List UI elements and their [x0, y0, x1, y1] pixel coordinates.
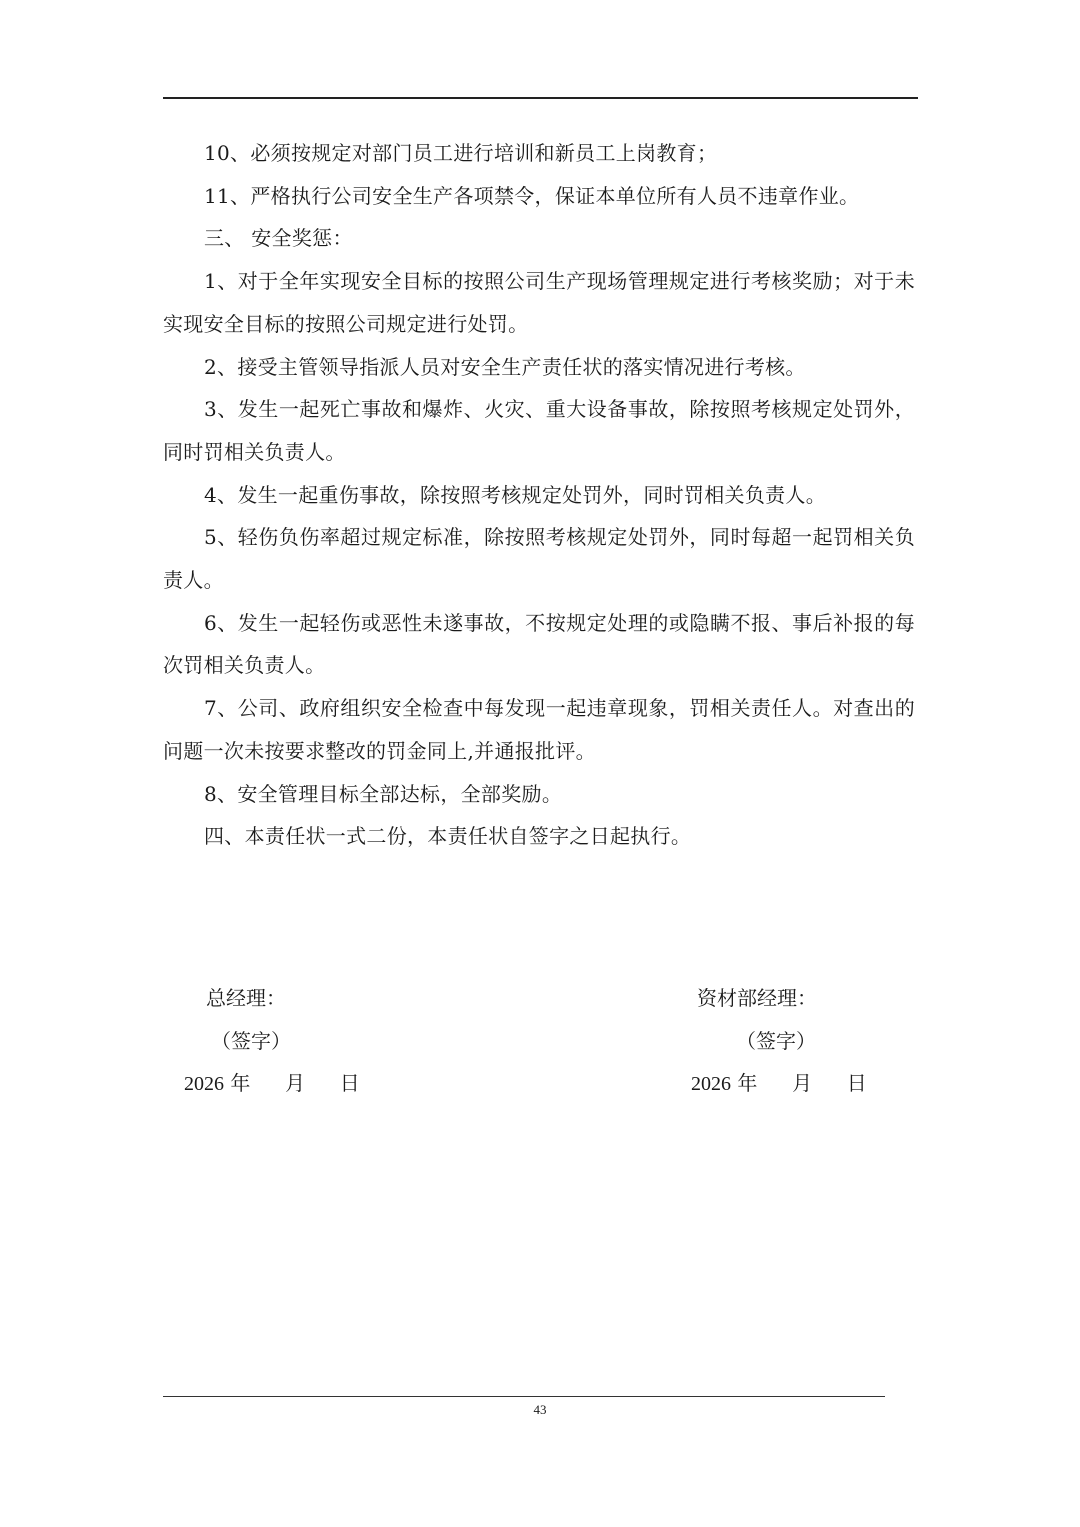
reward-item-4: 4、发生一起重伤事故，除按照考核规定处罚外，同时罚相关负责人。	[204, 482, 827, 507]
paragraph-11: 11、严格执行公司安全生产各项禁令，保证本单位所有人员不违章作业。	[204, 183, 860, 208]
signature-materials-manager	[670, 977, 970, 1106]
section-four-execution: 四、本责任状一式二份，本责任状自签字之日起执行。	[204, 824, 692, 849]
reward-item-8: 8、安全管理目标全部达标，全部奖励。	[204, 781, 563, 806]
reward-item-5: 5、轻伤负伤率超过规定标准，除按照考核规定处罚外，同时每超一起罚相关负责人。	[163, 525, 915, 593]
date-month-unit: 月	[285, 1071, 306, 1095]
header-rule	[163, 97, 918, 99]
signature-general-manager	[163, 977, 463, 1106]
signature-title: 资材部经理：	[697, 986, 817, 1010]
signature-date	[163, 1062, 463, 1106]
reward-item-7: 7、公司、政府组织安全检查中每发现一起违章现象，罚相关责任人。对查出的问题一次未按要求整改的罚金同上,并通报批评。	[163, 696, 915, 763]
date-year-unit: 年	[230, 1071, 251, 1095]
page-number: 43	[533, 1402, 547, 1417]
reward-item-1: 1、对于全年实现安全目标的按照公司生产现场管理规定进行考核奖励；对于未实现安全目标的按照公司规定进行处罚。	[163, 269, 915, 336]
signature-title: 总经理：	[206, 986, 286, 1010]
date-year: 2026	[691, 1073, 731, 1095]
signature-date	[670, 1062, 970, 1106]
reward-item-2: 2、接受主管领导指派人员对安全生产责任状的落实情况进行考核。	[204, 354, 806, 379]
date-month-unit: 月	[792, 1071, 813, 1095]
section-heading-rewards: 三、 安全奖惩：	[204, 226, 353, 251]
body-text	[163, 132, 915, 858]
date-year-unit: 年	[737, 1071, 758, 1095]
footer-rule	[163, 1396, 885, 1397]
date-day-unit: 日	[339, 1071, 360, 1095]
date-day-unit: 日	[846, 1071, 867, 1095]
date-year: 2026	[184, 1073, 224, 1095]
signature-placeholder: （签字）	[736, 1028, 816, 1053]
paragraph-10: 10、必须按规定对部门员工进行培训和新员工上岗教育；	[204, 141, 718, 165]
reward-item-3: 3、发生一起死亡事故和爆炸、火灾、重大设备事故，除按照考核规定处罚外，同时罚相关负责人。	[163, 397, 915, 464]
reward-item-6: 6、发生一起轻伤或恶性未遂事故，不按规定处理的或隐瞒不报、事后补报的每次罚相关负责人。	[163, 610, 915, 678]
signature-placeholder: （签字）	[211, 1028, 291, 1053]
